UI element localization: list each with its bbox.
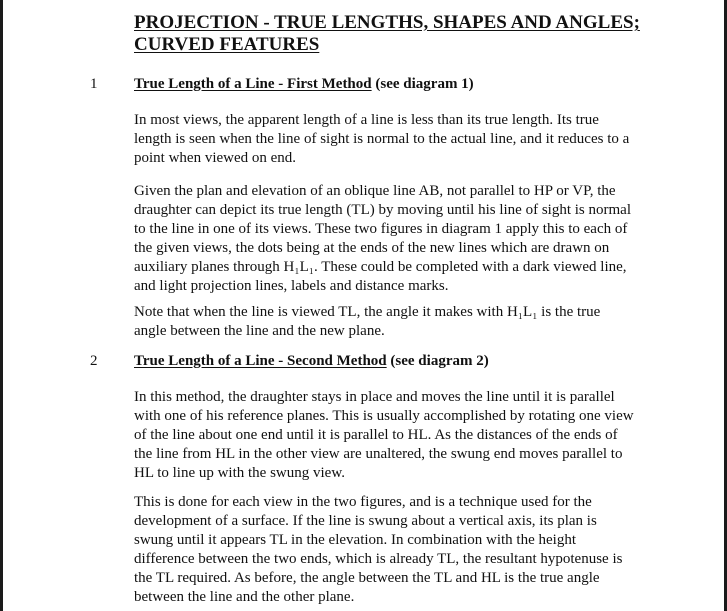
page-left-edge xyxy=(0,0,3,611)
section-2-number: 2 xyxy=(90,353,98,369)
section-1-paragraph-2: Given the plan and elevation of an oblique line AB, not parallel to HP or VP, the draughter can depict its true length (TL) by moving until his line of sight is normal to the line in one of its views. These two figures in diagram 1 apply this to each of the given views, the dots being at the ends of the new lines which are drawn on auxiliary planes through H₁L₁. These could be completed with a dark viewed line, and light projection lines, labels and distance marks. xyxy=(134,183,631,294)
section-2-heading-suffix: (see diagram 2) xyxy=(386,353,489,369)
section-2-heading-title: True Length of a Line - Second Method xyxy=(134,353,387,369)
section-1-heading xyxy=(134,76,474,93)
section-1-heading-suffix: (see diagram 1) xyxy=(371,76,474,92)
section-2-heading xyxy=(134,353,489,370)
section-2-paragraph-2: This is done for each view in the two figures, and is a technique used for the development of a surface. If the line is swung about a vertical axis, its plan is swung until it appears TL in the elevation. In combination with the height difference between the two ends, which is already TL, the resultant hypotenuse is the TL required. As before, the angle between the TL and HL is the true angle between the line and the other plane. xyxy=(134,494,623,605)
section-2-paragraph-1: In this method, the draughter stays in place and moves the line until it is parallel with one of his reference planes. This is usually accomplished by rotating one view of the line about one end until it is parallel to HL. As the distances of the ends of the line from HL in the other view are unaltered, the swung end moves parallel to HL to line up with the swung view. xyxy=(134,389,634,481)
section-1-heading-title: True Length of a Line - First Method xyxy=(134,76,372,92)
section-1-number: 1 xyxy=(90,76,98,92)
title-line-2: CURVED FEATURES xyxy=(134,34,320,55)
section-1-paragraph-3: Note that when the line is viewed TL, the angle it makes with H₁L₁ is the true angle between the line and the new plane. xyxy=(134,304,601,339)
title-line-1: PROJECTION - TRUE LENGTHS, SHAPES AND ANGLES; xyxy=(134,12,640,33)
section-1-paragraph-1: In most views, the apparent length of a line is less than its true length. Its true length is seen when the line of sight is normal to the actual line, and it reduces to a point when viewed on end. xyxy=(134,112,630,166)
page-title xyxy=(134,12,694,56)
